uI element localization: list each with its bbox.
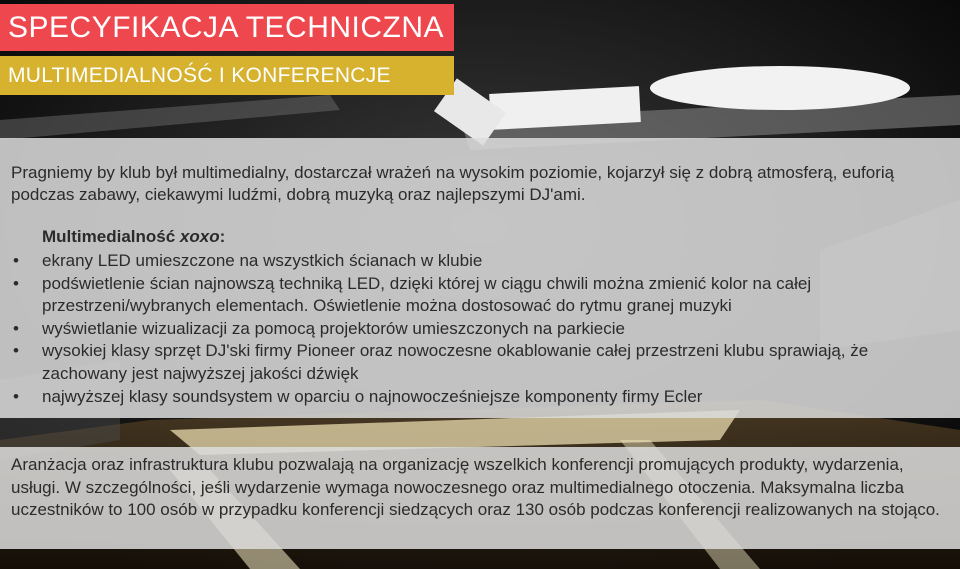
conference-paragraph: Aranżacja oraz infrastruktura klubu pozwalają na organizację wszelkich konferencji promujących produkty, wydarzenia, usługi. W szczególności, jeśli wydarzenie wymaga nowoczesnego oraz multimedialnego otoczenia. Maksymalna liczba uczestników to 100 osób w przypadku konferencji siedzących oraz 130 osób podczas konferencji realizowanych na stojąco.: [11, 455, 940, 519]
section-title-brand: xoxo: [179, 227, 220, 246]
page-title: SPECYFIKACJA TECHNICZNA: [0, 4, 454, 51]
section-title-prefix: Multimedialność: [42, 227, 180, 246]
list-item: • wysokiej klasy sprzęt DJ'ski firmy Pioneer oraz nowoczesne okablowanie całej przestrzeni klubu sprawiają, że zachowany jest najwyższej jakości dźwięk: [11, 340, 940, 385]
list-item: • wyświetlanie wizualizacji za pomocą projektorów umieszczonych na parkiecie: [11, 318, 940, 341]
list-item: • podświetlenie ścian najnowszą techniką LED, dzięki której w ciągu chwili można zmienić kolor na całej przestrzeni/wybranych elementach. Oświetlenie można dostosować do rytmu granej muzyki: [11, 273, 940, 318]
page-subtitle: MULTIMEDIALNOŚĆ I KONFERENCJE: [0, 56, 454, 95]
multimedia-list: [11, 250, 940, 408]
list-item: • ekrany LED umieszczone na wszystkich ścianach w klubie: [11, 250, 940, 273]
multimedia-panel: [0, 138, 960, 418]
conference-panel: [0, 447, 960, 549]
multimedia-section-title: [42, 226, 940, 248]
section-title-suffix: :: [219, 227, 226, 246]
intro-paragraph: Pragniemy by klub był multimedialny, dostarczał wrażeń na wysokim poziomie, kojarzył się z dobrą atmosferą, euforią podczas zabawy, ciekawymi ludźmi, dobrą muzyką oraz najlepszymi DJ'ami.: [11, 163, 895, 204]
list-item: • najwyższej klasy soundsystem w oparciu o najnowocześniejsze komponenty firmy Ecler: [11, 386, 940, 409]
